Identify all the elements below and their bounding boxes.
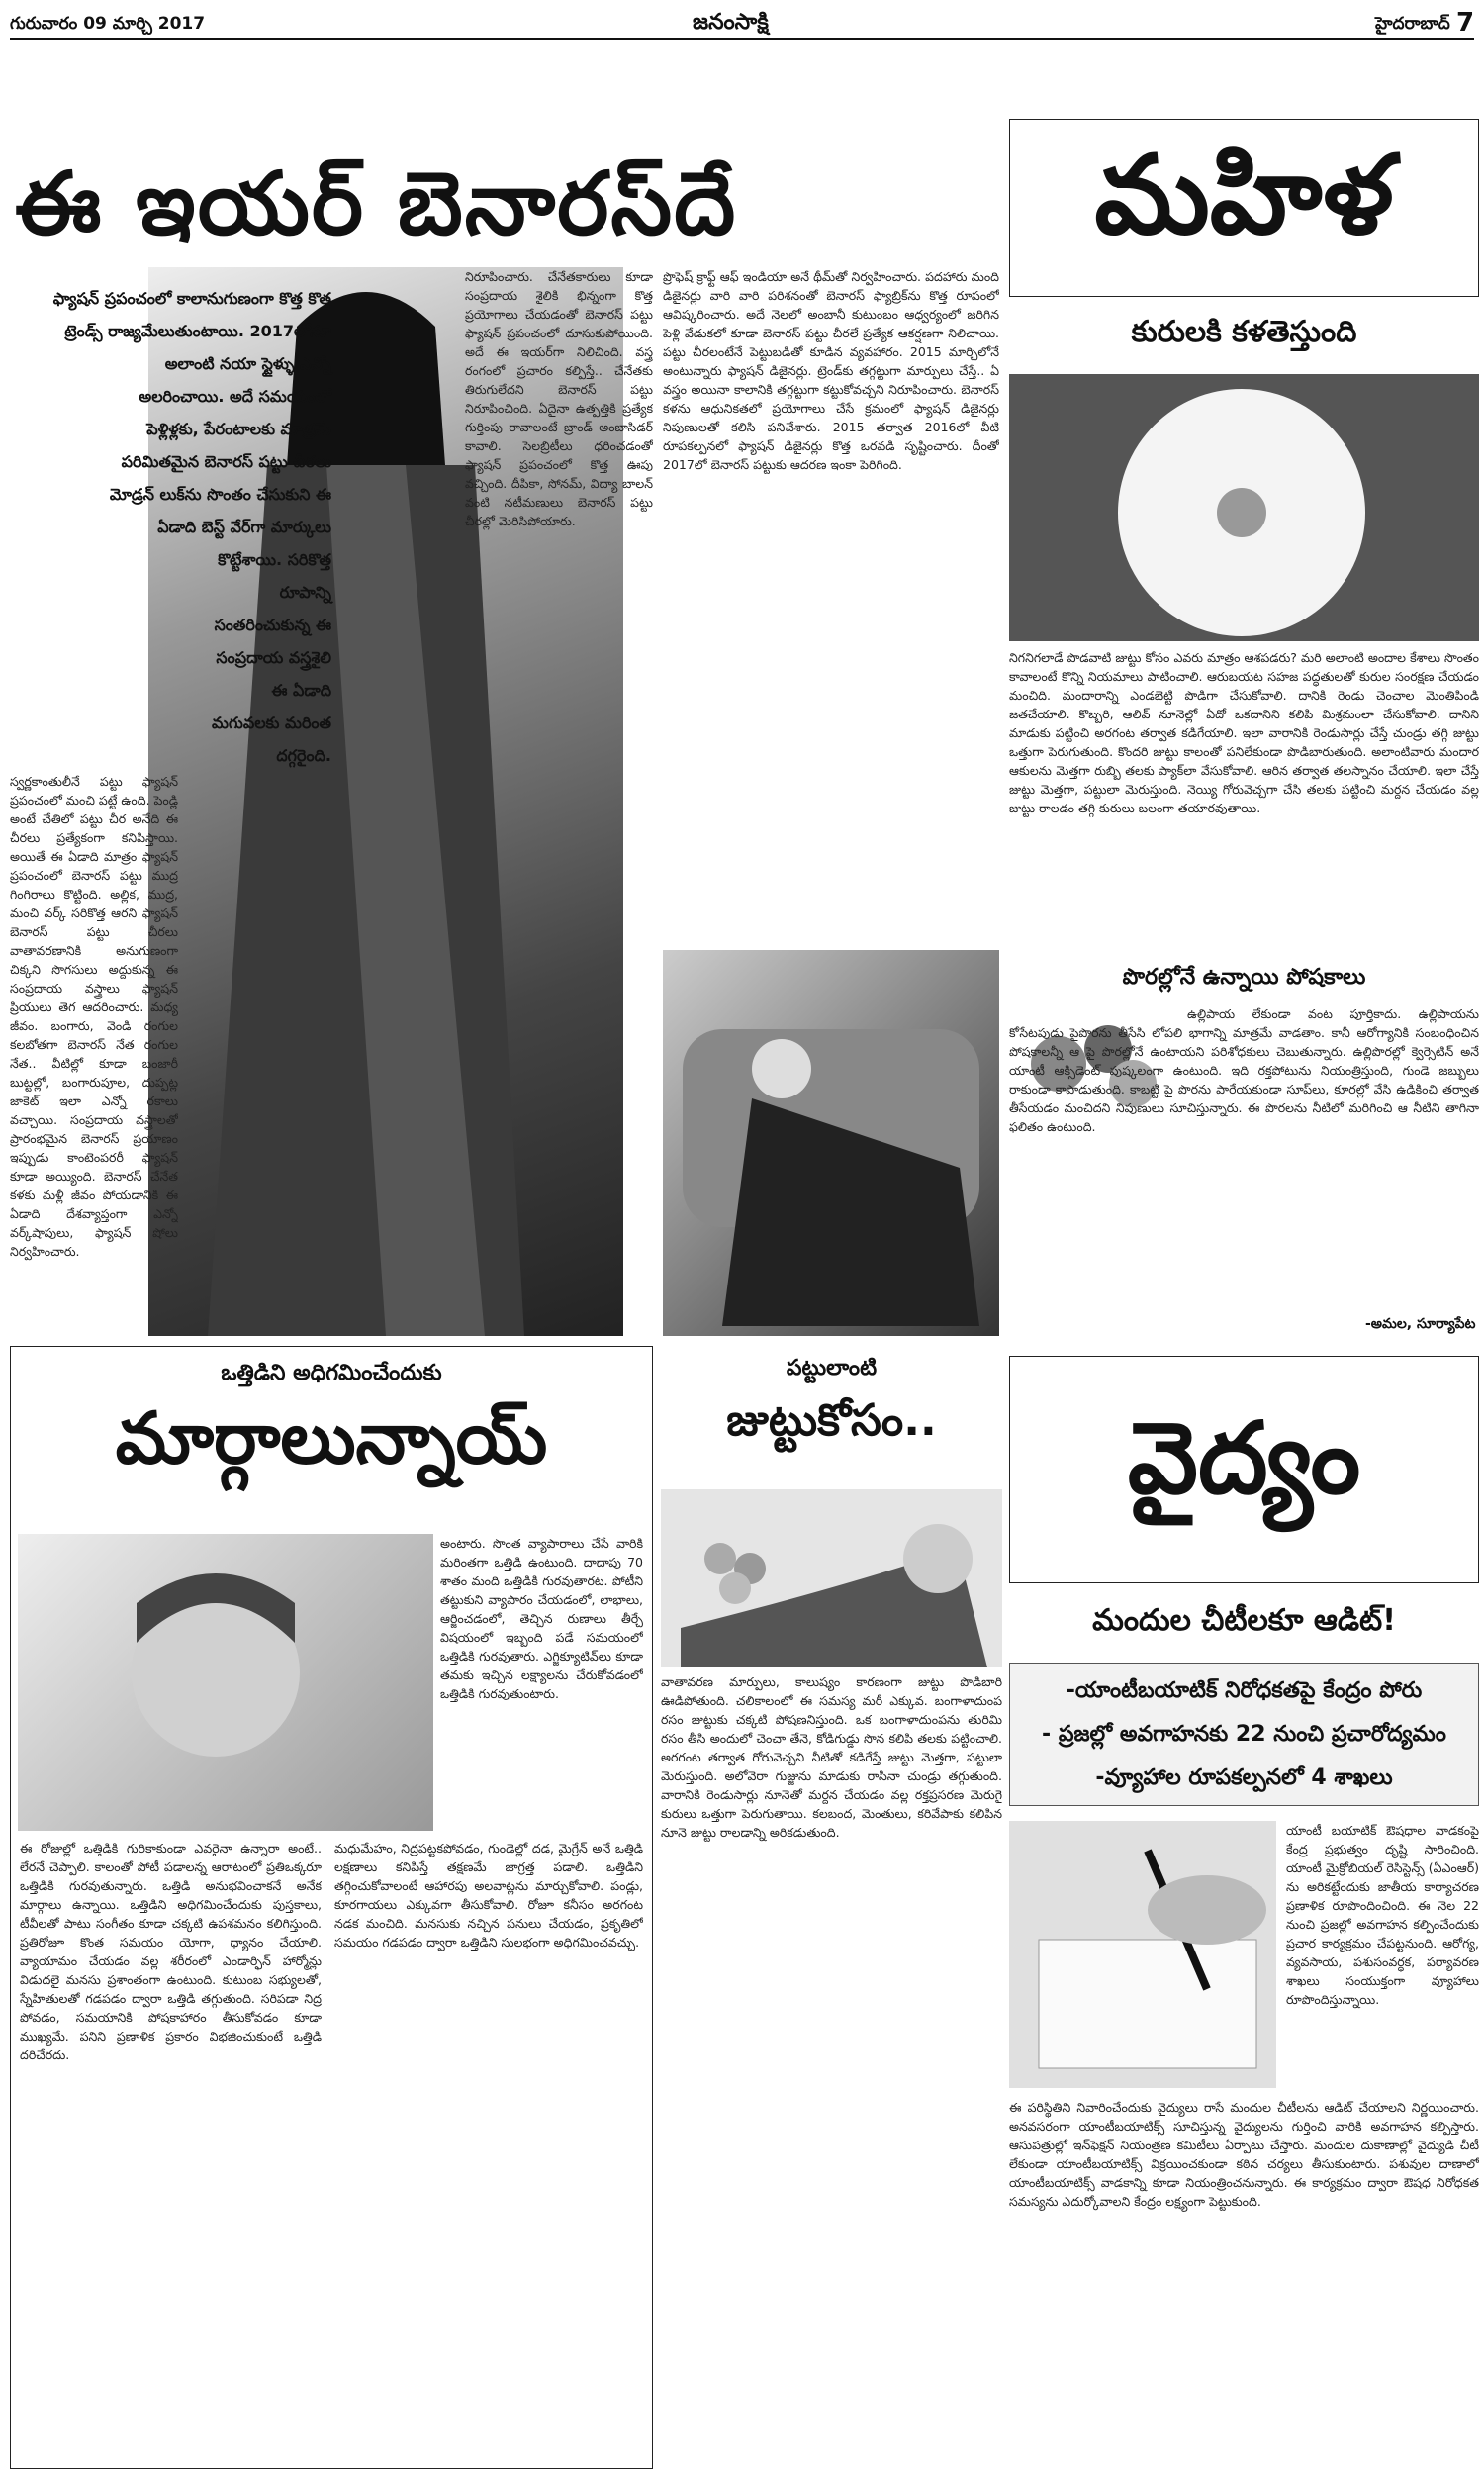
- doctor-hand-illustration: [1009, 1821, 1276, 2088]
- stress-article-text-right: మధుమేహం, నిద్రపట్టకపోవడం, గుండెల్లో దడ, మైగ్రేన్ అనే ఒత్తిడి లక్షణాలు కనిపిస్తే తక్షణమే జాగ్రత్త పడాలి. ఒత్తిడిని తగ్గించుకోవాలంటే ఆహారపు అలవాట్లను మార్చుకోవాలి. పండ్లు, కూరగాయలు ఎక్కువగా తీసుకోవాలి. రోజూ కనీసం అరగంట నడక మంచిది. మనసుకు నచ్చిన పనులు చేయడం, ప్రకృతిలో సమయం గడపడం ద్వారా ఒత్తిడిని సులభంగా అధిగమించవచ్చు.: [334, 1841, 643, 1950]
- prescription-writing-photo: [1009, 1821, 1276, 2088]
- page-header: [10, 10, 1474, 40]
- benaras-headline: ఈ ఇయర్ బెనారస్‌దే: [15, 151, 738, 254]
- benaras-intro: ఫ్యాషన్ ప్రపంచంలో కాలానుగుణంగా కొత్త కొత్త ట్రెండ్స్ రాజ్యమేలుతుంటాయి. 2017లోనూ అలాంటి నయా స్టైళ్ళు ఎన్నో అలరించాయి. అదే సమయంలో పెళ్లిళ్లకు, పేరంటాలకు మాత్రమే పరిమితమైన బెనారస్ పట్టు చీరలు మోడ్రన్ లుక్‌ను సొంతం చేసుకుని ఈ ఏడాది బెస్ట్ వేర్‌గా మార్కులు కొట్టేశాయి. సరికొత్త రూపాన్ని సంతరించుకున్న ఈ సంప్రదాయ వస్త్రశైలి ఈ ఏడాది మగువలకు మరింత దగ్గరైంది.: [52, 289, 331, 765]
- mahila-subtitle: కురులకి కళతెస్తుంది: [1131, 315, 1357, 349]
- stress-kicker: ఒత్తిడిని అధిగమించేందుకు: [221, 1361, 442, 1385]
- mahila-article-text: నిగనిగలాడే పొడవాటి జుట్టు కోసం ఎవరు మాత్రం ఆశపడరు? మరి అలాంటి అందాల కేశాలు సొంతం కావాలంటే కొన్ని నియమాలు పాటించాలి. ఆరుబయట సహజ పద్ధతులతో కురుల సంరక్షణ చేయడం మంచిది. మందారాన్ని ఎండబెట్టి పొడిగా చేసుకోవాలి. దానికి రెండు చెంచాల మెంతిపిండి జతచేయాలి. కొబ్బరి, ఆలివ్ నూనెల్లో ఏదో ఒకదానిని కలిపి మిశ్రమంలా చేసుకోవాలి. దానిని మాడుకు పట్టించి అరగంట తర్వాత కడిగేయాలి. ఇలా వారానికి రెండుసార్లు చేస్తే చుండ్రు తగ్గి జుట్టు ఒత్తుగా పెరుగుతుంది. కొందరి జుట్టు కాలంతో పనిలేకుండా పొడిబారుతుంది. అలాంటివారు మందార ఆకులను మెత్తగా రుబ్బి తలకు ప్యాక్‌లా వేసుకోవాలి. ఆరిన తర్వాత తలస్నానం చేయాలి. ఇలా చేస్తే జుట్టు మెత్తగా, పట్టులా మెరుస్తుంది. నెయ్యి గోరువెచ్చగా చేసి తలకు పట్టించి మర్దన చేయడం వల్ల జుట్టు రాలడం తగ్గి కురులు బలంగా తయారవుతాయి.: [1009, 650, 1479, 815]
- mahila-banner: [1009, 119, 1479, 297]
- onion-subhead: పొరల్లోనే ఉన్నాయి పోషకాలు: [1122, 965, 1366, 990]
- benaras-column-3: ప్రొఫెష్ క్రాఫ్ట్ ఆఫ్ ఇండియా అనే థీమ్‌తో నిర్వహించారు. పదహారు మంది డిజైనర్లు వారి వారి పరిశనంతో బెనారస్ ఫ్యాబ్రిక్‌ను కొత్త రూపంలో ఆవిష్కరించారు. అదే నెలలో అంబానీ కుటుంబం ఆధ్వర్యంలో జరిగిన పెళ్లి వేడుకలో కూడా బెనారస్ పట్టు చీరలే ప్రత్యేక ఆకర్షణగా నిలిచాయి. పట్టు చీరలంటేనే పెట్టుబడితో కూడిన వ్యవహారం. 2015 మార్చిలోనే అంటున్నారు ఫ్యాషన్ డిజైనర్లు. ట్రెండ్‌కు తగ్గట్టుగా మార్పులు చేస్తే.. ఏ వస్త్రం అయినా కాలానికి తగ్గట్టుగా కట్టుకోవచ్చని నిరూపించారు. బెనారస్ కళను ఆధునికతలో ప్రయోగాలు చేసే క్రమంలో ఫ్యాషన్ డిజైనర్లు నిపుణులతో కలిసి పనిచేశారు. 2015 తర్వాత 2016లో వీటి రూపకల్పనలో ఫ్యాషన్ డిజైనర్లు కొత్త ఒరవడి సృష్టించారు. దీంతో 2017లో బెనారస్ పట్టుకు ఆదరణ ఇంకా పెరిగింది.: [663, 269, 999, 472]
- page-number: 7: [1456, 8, 1475, 38]
- hair-headline: జుట్టుకోసం..: [726, 1395, 937, 1446]
- saree-sofa-photo: [663, 950, 999, 1336]
- benaras-column-1: స్వర్ణకాంతులీనే పట్టు ఫ్యాషన్ ప్రపంచంలో మంచి పట్టే ఉంది. పెండ్లి అంటే చేతిలో పట్టు చీర అనేది ఈ చీరలు ప్రత్యేకంగా కనిపిస్తాయి. అయితే ఈ ఏడాది మాత్రం ఫ్యాషన్ ప్రపంచంలో బెనారస్ పట్టు ముద్ర గింగిరాలు కొట్టింది. అల్లిక, ముద్ర, మంచి వర్క్ సరికొత్త ఆరని ఫ్యాషన్ బెనారస్ పట్టు చీరలు వాతావరణానికి అనుగుణంగా చిక్కని సొగసులు అద్దుకున్న ఈ సంప్రదాయ వస్త్రాలు ఫ్యాషన్ ప్రియులు తెగ ఆదరించారు. మధ్య జీవం. బంగారు, వెండి రంగుల కలబోతగా బెనారస్ నేత రంగుల నేత.. వీటిల్లో కూడా బంజారీ బుట్టల్లో, బంగారుపూల, దుప్పట్ల జాకెట్ ఇలా ఎన్నో రకాలు వచ్చాయి. సంప్రదాయ వస్త్రాలతో ప్రారంభమైన బెనారస్ ప్రయాణం ఇప్పుడు కాంటెంపరరీ ఫ్యాషన్ కూడా అయ్యింది. బెనారస్ చేనేత కళకు మళ్లీ జీవం పోయడానికి ఈ ఏడాది దేశవ్యాప్తంగా ఎన్నో వర్క్‌షాపులు, ఫ్యాషన్ షోలు నిర్వహించారు.: [10, 774, 178, 1259]
- vaidyam-banner-title: వైద్యం: [1127, 1398, 1361, 1516]
- city-name: హైదరాబాద్: [1375, 14, 1450, 34]
- mahila-banner-title: మహిళ: [1094, 130, 1394, 258]
- sofa-model-illustration: [663, 950, 999, 1336]
- benaras-column-2: నిరూపించారు. చేనేతకారులు కూడా సంప్రదాయ శైలికి భిన్నంగా కొత్త ప్రయోగాలు చేయడంతో బెనారస్ పట్టు ఫ్యాషన్ ప్రపంచంలో దూసుకుపోయింది. అదే ఈ ఇయర్‌గా నిలిచింది. వస్త్ర రంగంలో ప్రచారం కల్పిస్తే.. చేనేతకు తిరుగులేదని బెనారస్ పట్టు నిరూపించింది. ఏదైనా ఉత్పత్తికి ప్రత్యేక గుర్తింపు రావాలంటే బ్రాండ్ అంబాసిడర్ కావాలి. సెలబ్రిటీలు ధరించడంతో ఫ్యాషన్ ప్రపంచంలో కొత్త ఊపు వచ్చింది. దీపికా, సోనమ్, విద్యా బాలన్ వంటి నటీమణులు బెనారస్ పట్టు చీరల్లో మెరిసిపోయారు.: [465, 269, 653, 528]
- vaidyam-article-text: ఈ పరిస్థితిని నివారించేందుకు వైద్యులు రాసే మందుల చీటీలను ఆడిట్ చేయాలని నిర్ణయించారు. అనవసరంగా యాంటీబయాటిక్స్ సూచిస్తున్న వైద్యులను గుర్తించి వారికి అవగాహన కల్పిస్తారు. ఆసుపత్రుల్లో ఇన్‌ఫెక్షన్ నియంత్రణ కమిటీలు ఏర్పాటు చేస్తారు. మందుల దుకాణాల్లో వైద్యుడి చీటీ లేకుండా యాంటీబయాటిక్స్ విక్రయించకుండా కఠిన చర్యలు తీసుకుంటారు. పశువుల దాణాలో యాంటీబయాటిక్స్ వాడకాన్ని కూడా నియంత్రించనున్నారు. ఈ కార్యక్రమం ద్వారా ఔషధ నిరోధకత సమస్యను ఎదుర్కోవాలని కేంద్రం లక్ష్యంగా పెట్టుకుంది.: [1009, 2100, 1479, 2209]
- flower-illustration: [1009, 374, 1479, 641]
- vaidyam-bullet-3: -వ్యూహాల రూపకల్పనలో 4 శాఖలు: [1095, 1765, 1393, 1790]
- issue-date: గురువారం 09 మార్చి 2017: [10, 14, 206, 34]
- hair-kicker: పట్టులాంటి: [786, 1356, 878, 1380]
- hair-article-text: వాతావరణ మార్పులు, కాలుష్యం కారణంగా జుట్టు పొడిబారి ఊడిపోతుంది. చలికాలంలో ఈ సమస్య మరీ ఎక్కువ. బంగాళాదుంప రసం జుట్టుకు చక్కటి పోషణనిస్తుంది. ఒక బంగాళాదుంపను తురిమి రసం తీసి అందులో చెంచా తేనె, కోడిగుడ్డు సొన కలిపి తలకు పట్టించాలి. అరగంట తర్వాత గోరువెచ్చని నీటితో కడిగేస్తే జుట్టు మెత్తగా, పట్టులా మెరుస్తుంది. అలోవెరా గుజ్జును మాడుకు రాసినా చుండ్రు తగ్గుతుంది. వారానికి రెండుసార్లు నూనెతో మర్దన చేయడం వల్ల రక్తప్రసరణ మెరుగై కురులు ఒత్తుగా పెరుగుతాయి. కలబంద, మెంతులు, కరివేపాకు కలిపిన నూనె జుట్టు రాలడాన్ని అరికడుతుంది.: [661, 1674, 1002, 1840]
- newspaper-name: జనంసాక్షి: [693, 10, 769, 35]
- vaidyam-bullet-2: - ప్రజల్లో అవగాహనకు 22 నుంచి ప్రచారోద్యమం: [1042, 1722, 1446, 1747]
- vaidyam-banner: [1009, 1356, 1479, 1583]
- vaidyam-side-text: యాంటీ బయాటిక్ ఔషధాల వాడకంపై కేంద్ర ప్రభుత్వం దృష్టి సారించింది. యాంటీ మైక్రోబియల్ రెసిస్టెన్స్ (ఏఎంఆర్) ను అరికట్టేందుకు జాతీయ కార్యాచరణ ప్రణాళిక రూపొందించింది. ఈ నెల 22 నుంచి ప్రజల్లో అవగాహన కల్పించేందుకు ప్రచార కార్యక్రమం చేపట్టనుంది. ఆరోగ్య, వ్యవసాయ, పశుసంవర్ధక, పర్యావరణ శాఖలు సంయుక్తంగా వ్యూహాలు రూపొందిస్తున్నాయి.: [1286, 1823, 1479, 2007]
- long-hair-photo: [661, 1489, 1002, 1667]
- stress-headline: మార్గాలున్నాయ్: [115, 1395, 548, 1479]
- vaidyam-bullet-1: -యాంటీబయాటిక్ నిరోధకతపై కేంద్రం పోరు: [1066, 1678, 1423, 1703]
- stressed-woman-photo: [18, 1534, 433, 1831]
- woman-illustration: [18, 1534, 433, 1831]
- stress-column-right: అంటారు. సొంత వ్యాపారాలు చేసే వారికి మరింతగా ఒత్తిడి ఉంటుంది. దాదాపు 70 శాతం మంది ఒత్తిడికి గురవుతారట. పోటీని తట్టుకుని వ్యాపారం చేయడంలో, లాభాలు, ఆర్జించడంలో, తెచ్చిన రుణాలు తీర్చే విషయంలో ఇబ్బంది పడే సమయంలో ఒత్తిడికి గురవుతారు. ఎగ్జిక్యూటివ్‌లు కూడా తమకు ఇచ్చిన లక్ష్యాలను చేరుకోవడంలో ఒత్తిడికి గురవుతుంటారు.: [440, 1536, 643, 1701]
- hibiscus-flower-photo: [1009, 374, 1479, 641]
- hair-illustration: [661, 1489, 1002, 1667]
- stress-article-text: ఈ రోజుల్లో ఒత్తిడికి గురికాకుండా ఎవరైనా ఉన్నారా అంటే.. లేరనే చెప్పాలి. కాలంతో పోటీ పడాలన్న ఆరాటంలో ప్రతిఒక్కరూ ఒత్తిడికి గురవుతున్నారు. ఒత్తిడి అనుభవించాకనే అనేక మార్గాలు ఉన్నాయి. ఒత్తిడిని అధిగమించేందుకు పుస్తకాలు, టీవీలతో పాటు సంగీతం కూడా చక్కటి ఉపశమనం కలిగిస్తుంది. ప్రతిరోజూ కొంత సమయం యోగా, ధ్యానం చేయాలి. వ్యాయామం చేయడం వల్ల శరీరంలో ఎండార్ఫిన్ హార్మోన్లు విడుదలై మనసు ప్రశాంతంగా ఉంటుంది. కుటుంబ సభ్యులతో, స్నేహితులతో గడపడం ద్వారా ఒత్తిడి తగ్గుతుంది. సరిపడా నిద్ర పోవడం, సమయానికి పోషకాహారం తీసుకోవడం కూడా ముఖ్యమే. పనిని ప్రణాళిక ప్రకారం విభజించుకుంటే ఒత్తిడి దరిచేరదు.: [20, 1841, 322, 2062]
- onion-article-text: ఉల్లిపాయ లేకుండా వంట పూర్తికాదు. ఉల్లిపాయను కోసేటపుడు పైపొరను తీసేసి లోపలి భాగాన్ని మాత్రమే వాడతాం. కానీ ఆరోగ్యానికి సంబంధించిన పోషకాలన్నీ ఆ పై పొరల్లోనే ఉంటాయని పరిశోధకులు చెబుతున్నారు. ఉల్లిపొరల్లో క్వెర్సెటిన్ అనే యాంటీ ఆక్సిడెంట్ పుష్కలంగా ఉంటుంది. ఇది రక్తపోటును నియంత్రిస్తుంది, గుండె జబ్బులు రాకుండా కాపాడుతుంది. కాబట్టి పై పొరను పారేయకుండా సూప్‌లు, కూరల్లో వేసి ఉడికించి తర్వాత తీసేయడం మంచిదని నిపుణులు సూచిస్తున్నారు. ఈ పొరలను నీటిలో మరిగించి ఆ నీటిని తాగినా ఫలితం ఉంటుంది.: [1009, 1006, 1479, 1134]
- vaidyam-bullets-box: [1009, 1663, 1479, 1806]
- vaidyam-headline: మందుల చీటీలకూ ఆడిట్!: [1092, 1603, 1396, 1638]
- mahila-credit: -అమల, సూర్యాపేట: [1365, 1316, 1476, 1332]
